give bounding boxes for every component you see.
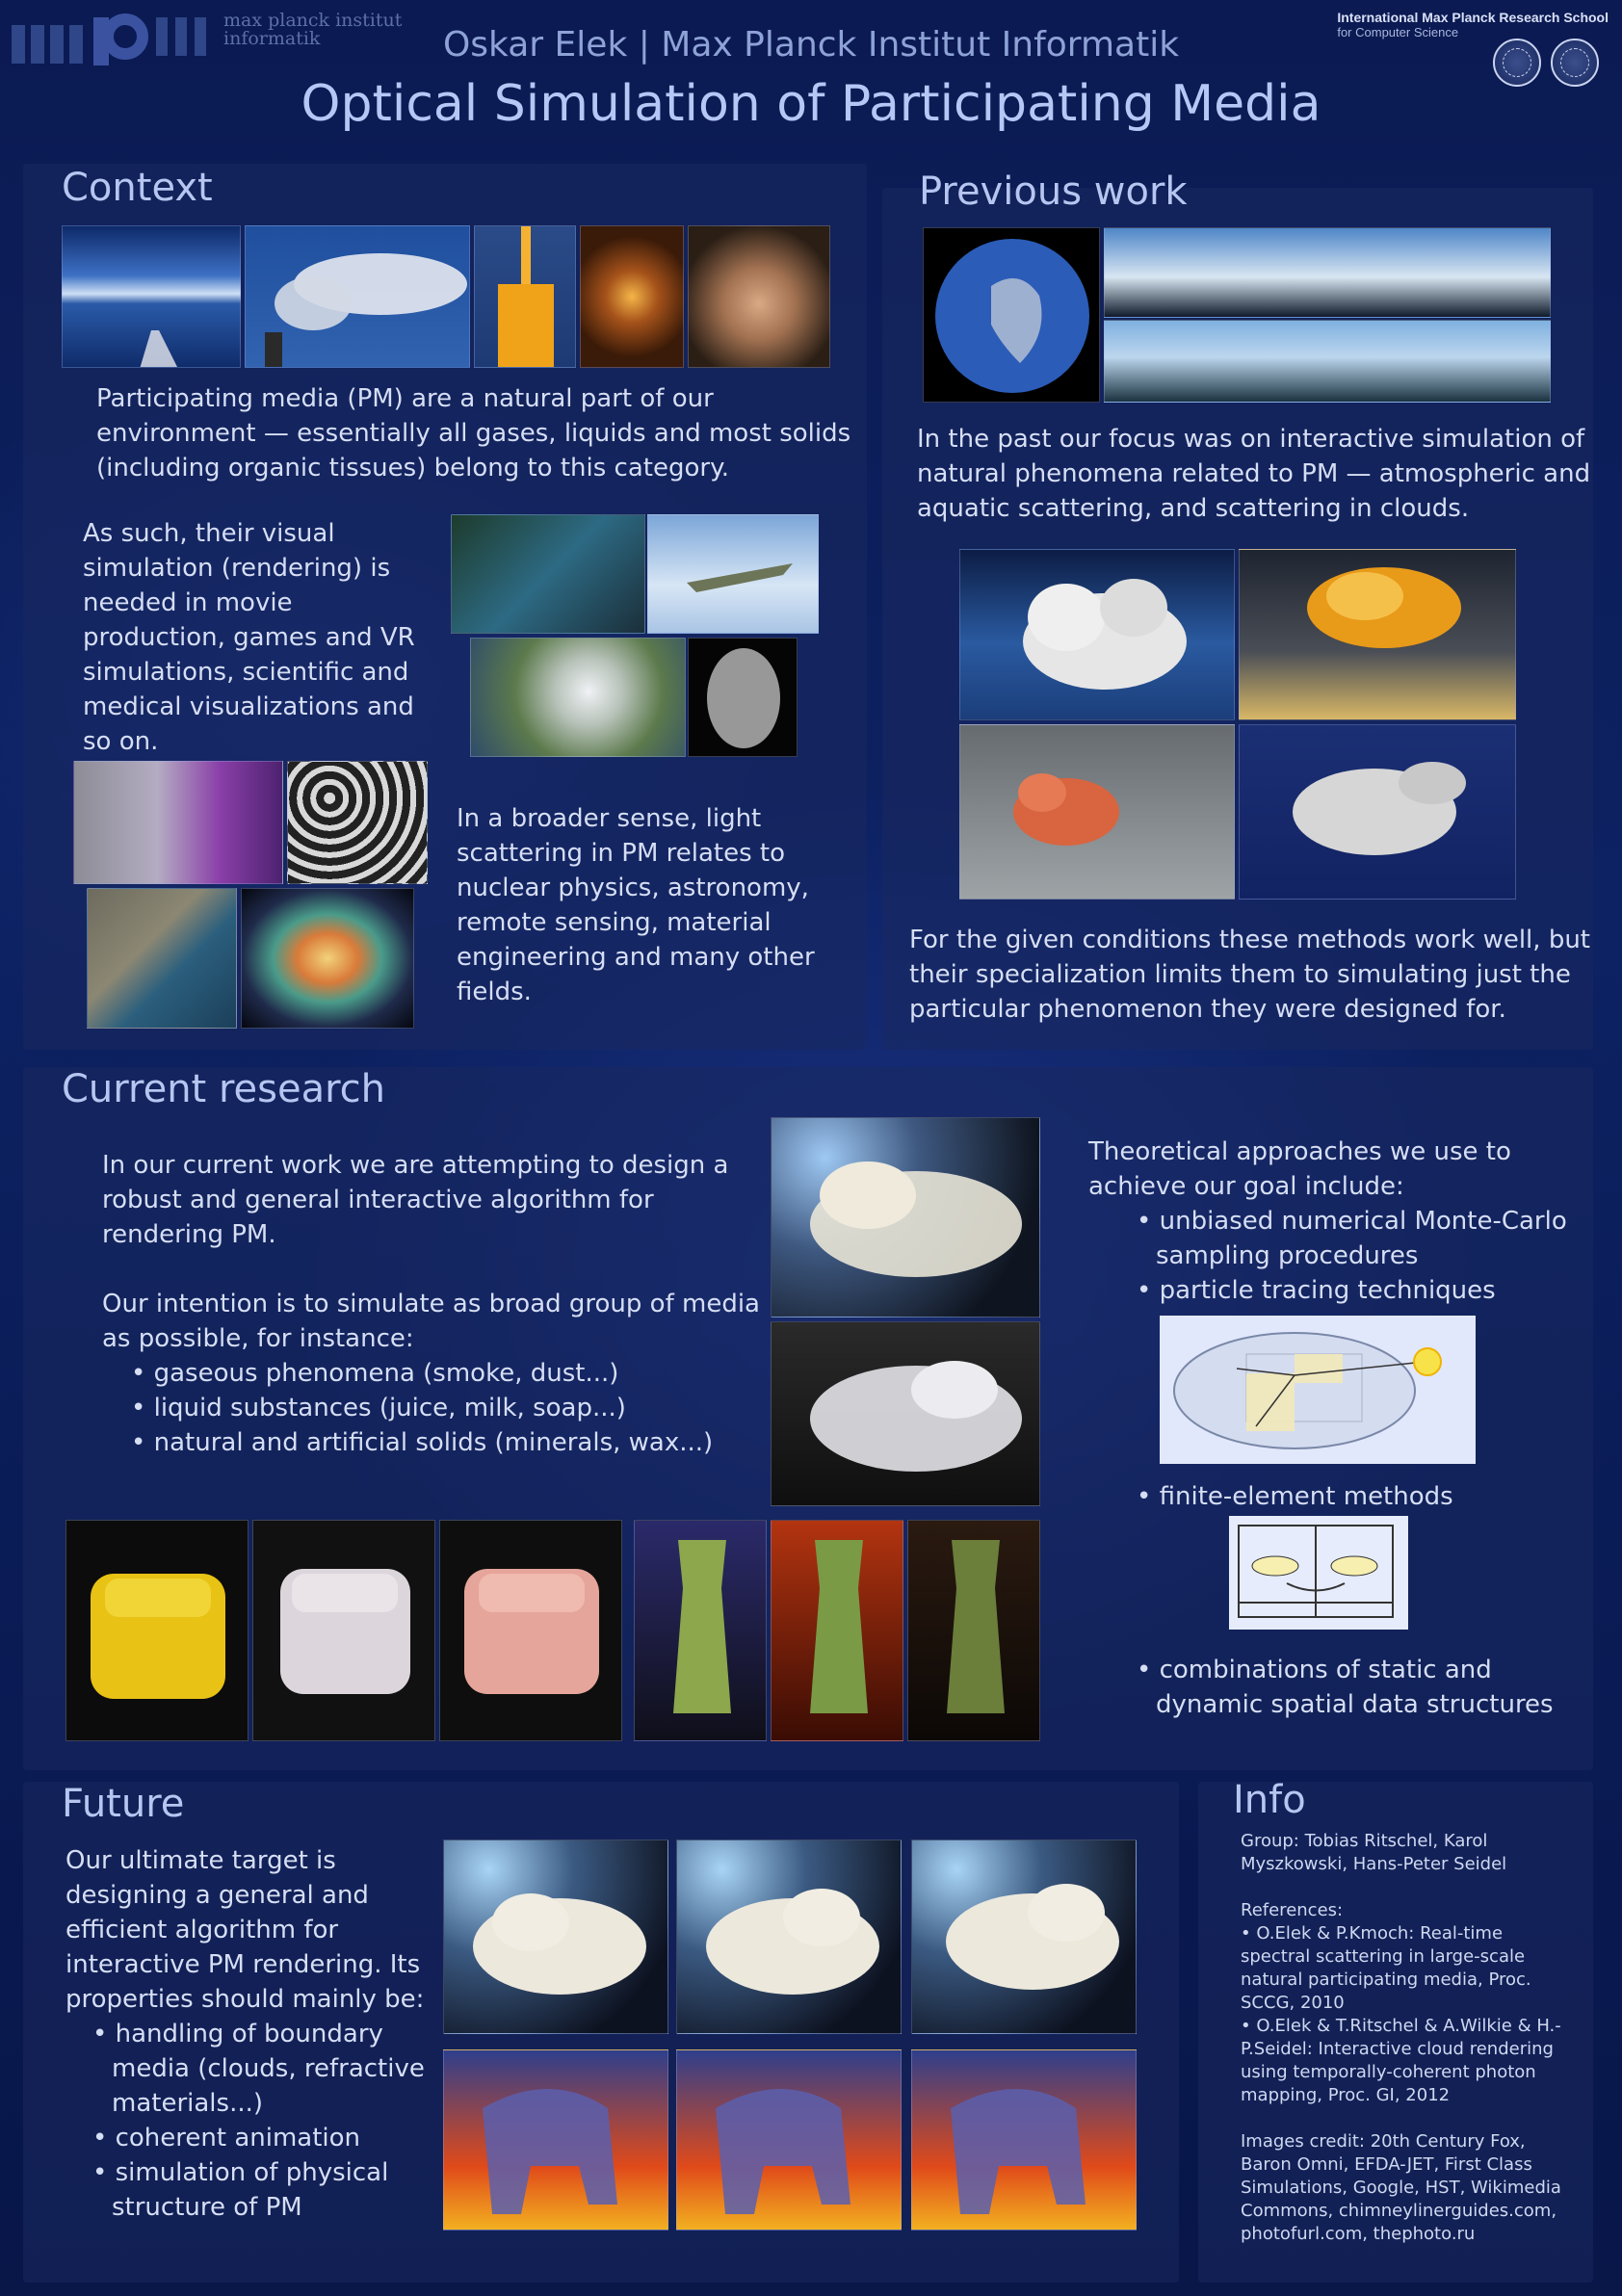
theory-block: Theoretical approaches we use to achieve our goal include: • unbiased numerical Monte-Carlo sampling procedures • particle tracing techniques [1088, 1135, 1589, 1308]
future-cloud-render-2 [676, 1839, 902, 2034]
coastline-satellite-photo [87, 888, 237, 1029]
future-heading: Future [62, 1782, 185, 1826]
finite-element-diagram [1229, 1516, 1408, 1630]
future-cloud-render-1 [443, 1839, 668, 2034]
green-statue-render [634, 1520, 767, 1741]
earth-render [923, 227, 1100, 403]
group-credits: Group: Tobias Ritschel, Karol Myszkowski, Hans-Peter Seidel [1241, 1831, 1507, 1874]
future-item: • coherent animation [65, 2121, 432, 2155]
bone-structure-photo [287, 761, 428, 884]
orange-statue-render [771, 1520, 903, 1741]
media-item: • liquid substances (juice, milk, soap...) [102, 1391, 767, 1425]
cloud-render-red [959, 724, 1235, 900]
approach-block-2 [1088, 1479, 1589, 1514]
poster-title: Optical Simulation of Participating Media [301, 75, 1321, 133]
media-item: • natural and artificial solids (minerals, wax...) [102, 1425, 767, 1460]
orange-juice-photo [474, 225, 576, 368]
context-para3: In a broader sense, light scattering in PM relates to nuclear physics, astronomy, remote sensing, material engineering and many other fields. [457, 804, 815, 1006]
institute-logo-text: max planck institut informatik [223, 10, 403, 49]
future-elephant-render-2 [676, 2049, 902, 2231]
approach-item: • finite-element methods [1088, 1479, 1589, 1514]
approach-item: • particle tracing techniques [1088, 1273, 1589, 1308]
pier-sea-photo [62, 225, 241, 368]
cloud-render-white [959, 549, 1235, 720]
reference-item: • O.Elek & P.Kmoch: Real-time spectral scattering in large-scale natural participating media, Proc. SCCG, 2010 [1241, 1922, 1568, 2015]
current-research-heading: Current research [62, 1067, 385, 1111]
yellow-cube-render [65, 1520, 249, 1741]
current-para1: In our current work we are attempting to design a robust and general interactive algorithm for rendering PM. [102, 1151, 729, 1249]
fusion-reactor-photo [73, 761, 283, 884]
approach-item: • unbiased numerical Monte-Carlo sampling procedures [1088, 1204, 1589, 1273]
previous-para2: For the given conditions these methods work well, but their specialization limits them to simulating just the particular phenomenon they were designed for. [909, 926, 1590, 1024]
chimney-smoke-photo [245, 225, 470, 368]
future-cloud-render-3 [911, 1839, 1137, 2034]
atmosphere-render-row2 [1104, 320, 1551, 403]
context-para2: As such, their visual simulation (rendering) is needed in movie production, games and VR simulations, scientific and medical visualizations and so on. [83, 519, 415, 756]
image-credits: Images credit: 20th Century Fox, Baron Omni, EFDA-JET, First Class Simulations, Google, HST, Wikimedia Commons, chimneylinerguides.com, photofurl.com, thephoto.ru [1241, 2131, 1561, 2244]
future-elephant-render-1 [443, 2049, 668, 2231]
approach-item: • combinations of static and dynamic spatial data structures [1088, 1653, 1589, 1722]
white-cube-render [252, 1520, 435, 1741]
portrait-photo [688, 225, 830, 368]
particle-tracing-diagram [1160, 1316, 1476, 1464]
cloud-render-orange [1239, 549, 1516, 720]
pink-cube-render [439, 1520, 622, 1741]
author-line: Oskar Elek | Max Planck Institut Informatik [442, 25, 1180, 65]
info-heading: Info [1233, 1778, 1306, 1822]
hand-xray-render [688, 638, 798, 757]
info-text [1241, 1830, 1568, 2246]
crab-nebula-photo [241, 888, 414, 1029]
cloud-render-grey [1239, 724, 1516, 900]
future-item: • handling of boundary media (clouds, refractive materials...) [65, 2017, 432, 2121]
airplane-clouds-photo [647, 514, 819, 634]
approach-block-3 [1088, 1653, 1589, 1722]
media-item: • gaseous phenomena (smoke, dust...) [102, 1356, 767, 1391]
context-heading: Context [62, 166, 213, 210]
smoke-render-1 [771, 1117, 1040, 1318]
smoke-render-2 [771, 1321, 1040, 1506]
candle-photo [580, 225, 684, 368]
avatar-movie-still [451, 514, 645, 634]
max-planck-seal-icon [1551, 39, 1599, 87]
previous-work-heading: Previous work [919, 170, 1188, 214]
imprs-logo: International Max Planck Research School for Computer Science [1337, 10, 1609, 39]
university-seal-icon [1493, 39, 1541, 87]
references-label: References: [1241, 1900, 1344, 1920]
reference-item: • O.Elek & T.Ritschel & A.Wilkie & H.-P.Seidel: Interactive cloud rendering using temporally-coherent photon mapping, Proc. GI, 2012 [1241, 2015, 1568, 2107]
atmosphere-render-row1 [1104, 227, 1551, 318]
future-item: • simulation of physical structure of PM [65, 2155, 432, 2225]
future-elephant-render-3 [911, 2049, 1137, 2231]
context-para1: Participating media (PM) are a natural part of our environment — essentially all gases, liquids and most solids (including organic tissues) belong to this category. [96, 384, 851, 483]
current-para2: Our intention is to simulate as broad group of media as possible, for instance: • gaseous phenomena (smoke, dust...) • liquid substances (juice, milk, soap...) • natural and artificial solids (minerals, wax...) [102, 1287, 767, 1460]
future-text: Our ultimate target is designing a general and efficient algorithm for interactive PM rendering. Its properties should mainly be: • handling of boundary media (clouds, refractive materials...) • coherent animation • simulation of physical structure of PM [65, 1843, 432, 2225]
previous-para1: In the past our focus was on interactive simulation of natural phenomena related to PM — atmospheric and aquatic scattering, and scattering in clouds. [917, 425, 1591, 523]
hurricane-satellite-photo [470, 638, 686, 757]
dark-statue-render [907, 1520, 1040, 1741]
